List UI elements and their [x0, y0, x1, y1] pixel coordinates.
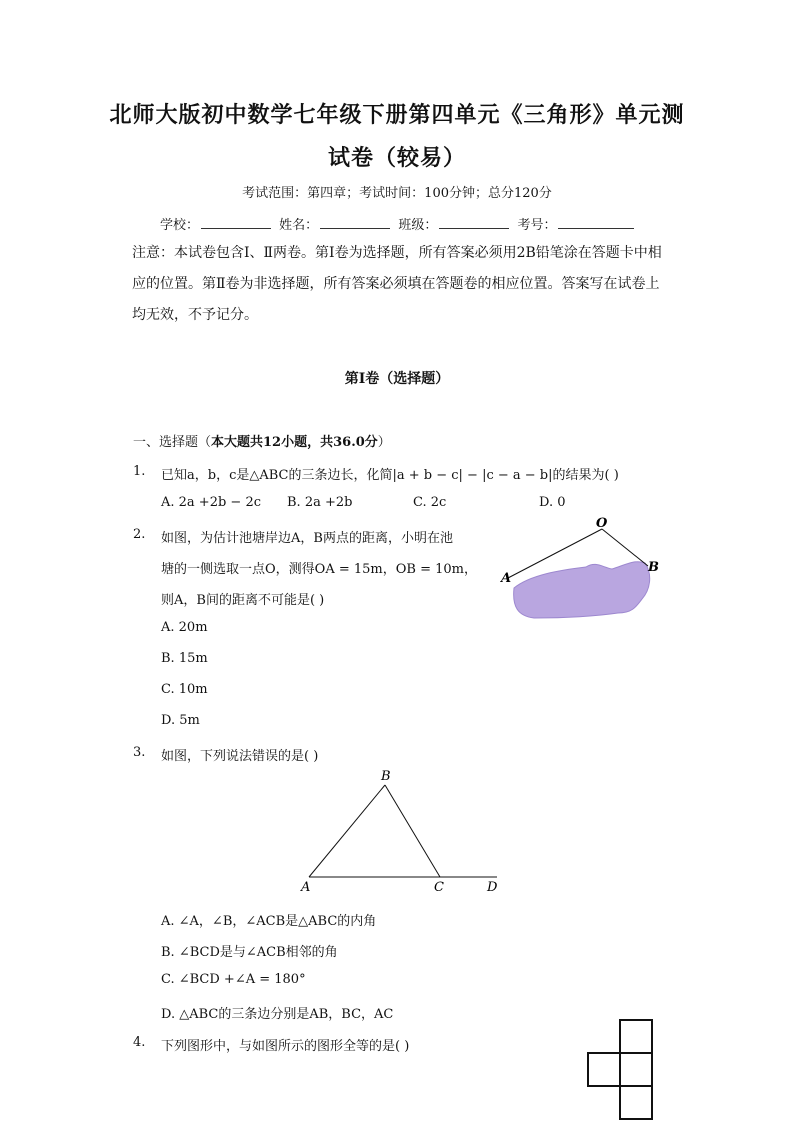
segment-bc — [385, 785, 440, 877]
q2-text-line-1: 如图，为估计池塘岸边A，B两点的距离，小明在池 — [161, 531, 453, 546]
pond-shape — [514, 562, 650, 618]
square-top — [620, 1020, 652, 1053]
q3-option-b[interactable]: B. ∠BCD是与∠ACB相邻的角 — [161, 945, 338, 960]
exam-info: 考试范围：第四章；考试时间：100分钟；总分120分 — [242, 186, 552, 201]
class-blank[interactable] — [439, 216, 509, 229]
vertex-a-label: A — [301, 880, 311, 895]
exam-notice: 注意：本试卷包含Ⅰ、Ⅱ两卷。第Ⅰ卷为选择题，所有答案必须用2B铅笔涂在答题卡中相应的位置。第Ⅱ卷为非选择题，所有答案必须填在答题卷的相应位置。答案写在试卷上均无效，不予记分。 — [132, 245, 662, 323]
name-label: 姓名： — [279, 218, 319, 233]
segment-ab — [309, 785, 385, 877]
q2-text-line-2: 塘的一侧选取一点O，测得OA = 15m，OB = 10m， — [161, 562, 477, 577]
q1-option-b[interactable]: B. 2a +2b — [287, 495, 353, 510]
q2-text-line-3: 则A，B间的距离不可能是( ) — [161, 593, 325, 608]
volume-title: 第Ⅰ卷（选择题） — [344, 371, 450, 387]
point-a-label: A — [501, 571, 512, 586]
q2-number: 2. — [133, 527, 146, 542]
q3-option-c[interactable]: C. ∠BCD +∠A = 180° — [161, 972, 306, 987]
section-detail: 本大题共12小题，共36.0分 — [211, 435, 378, 450]
section-title — [133, 431, 391, 450]
point-o-label: O — [596, 516, 608, 531]
square-middle-right — [620, 1053, 652, 1086]
point-d-label: D — [487, 880, 498, 895]
q2-option-d[interactable]: D. 5m — [161, 713, 200, 728]
square-bottom — [620, 1086, 652, 1119]
q3-number: 3. — [133, 745, 146, 760]
q3-option-d[interactable]: D. △ABC的三条边分别是AB，BC，AC — [161, 1007, 394, 1022]
q4-text: 下列图形中，与如图所示的图形全等的是( ) — [161, 1039, 410, 1054]
school-label: 学校： — [160, 218, 200, 233]
exam-title-line-1: 北师大版初中数学七年级下册第四单元《三角形》单元测 — [109, 102, 685, 128]
q2-option-b[interactable]: B. 15m — [161, 651, 208, 666]
triangle-figure — [295, 765, 510, 895]
q1-text: 已知a，b，c是△ABC的三条边长，化简|a + b − c| − |c − a − b|的结果为( ) — [161, 468, 619, 483]
squares-figure — [585, 1017, 660, 1123]
student-fields — [160, 214, 638, 233]
q1-option-c[interactable]: C. 2c — [413, 495, 447, 510]
q1-option-d[interactable]: D. 0 — [539, 495, 566, 510]
q3-text: 如图，下列说法错误的是( ) — [161, 749, 319, 764]
segment-ob — [602, 529, 648, 566]
q1-number: 1. — [133, 464, 146, 479]
point-b-label: B — [648, 560, 659, 575]
pond-figure — [490, 515, 670, 630]
class-label: 班级： — [398, 218, 438, 233]
school-blank[interactable] — [201, 216, 271, 229]
q2-option-a[interactable]: A. 20m — [161, 620, 208, 635]
name-blank[interactable] — [320, 216, 390, 229]
q3-option-a[interactable]: A. ∠A，∠B，∠ACB是△ABC的内角 — [161, 914, 377, 929]
q4-number: 4. — [133, 1035, 146, 1050]
vertex-c-label: C — [434, 880, 444, 895]
vertex-b-label: B — [381, 769, 391, 784]
square-middle-left — [588, 1053, 620, 1086]
q2-option-c[interactable]: C. 10m — [161, 682, 208, 697]
section-suffix: ） — [377, 435, 391, 450]
exam-title-line-2: 试卷（较易） — [327, 145, 466, 171]
number-blank[interactable] — [558, 216, 634, 229]
section-prefix: 一、选择题（ — [133, 435, 212, 450]
number-label: 考号： — [517, 218, 557, 233]
q1-option-a[interactable]: A. 2a +2b − 2c — [161, 495, 262, 510]
